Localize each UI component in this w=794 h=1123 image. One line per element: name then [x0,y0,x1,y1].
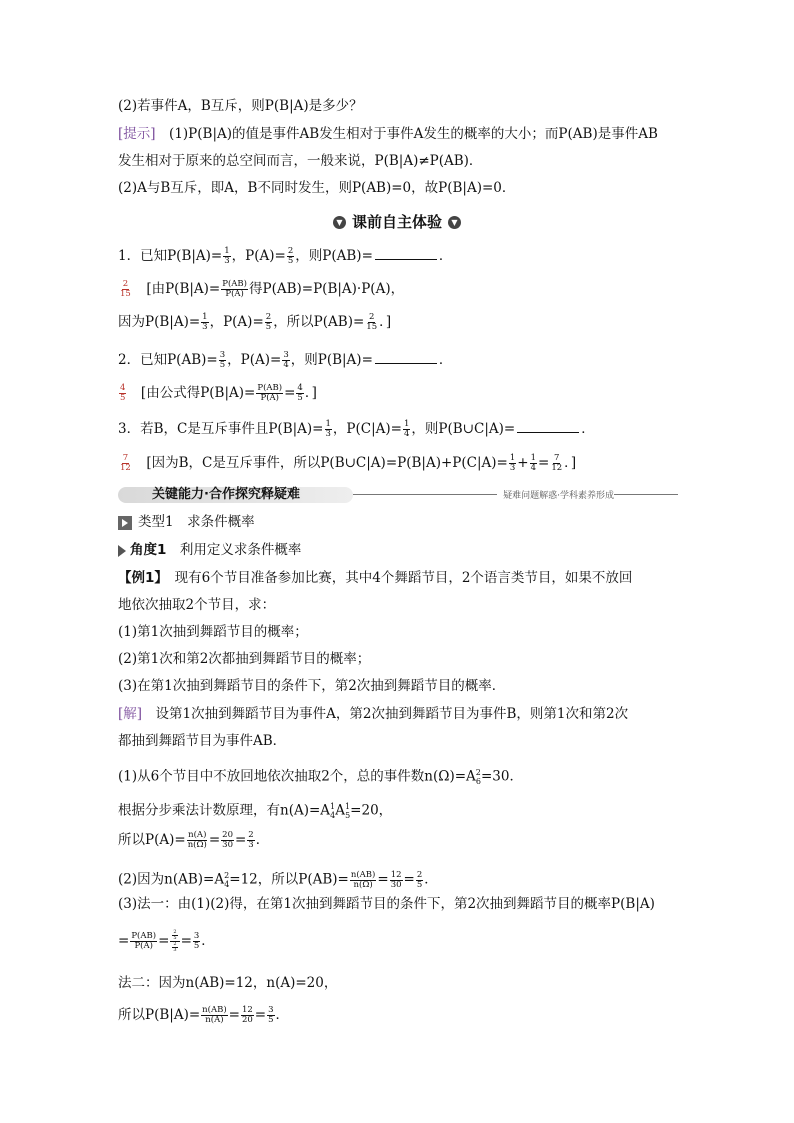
hint-line-3: (2)A与B互斥，即A，B不同时发生，则P(AB)=0，故P(B|A)=0． [118,180,516,196]
chevron-down-icon: ▼ [333,216,346,229]
example-line-1: 【例1】 现有6个节目准备参加比赛，其中4个舞蹈节目，2个语言类节目，如果不放回 [118,570,633,586]
solution-pa: 所以P(A)= $\frac{n(A)}{n(\Omega)}$ = $\frac{20}{30}$ = $\frac{2}{3}$ ． [118,830,270,850]
section-bar-subtitle: 疑难问题解惑·学科素养形成 [497,488,614,501]
fraction: $\frac{1}{3}$ [224,246,230,266]
solution-line-1: [解] 设第1次抽到舞蹈节目为事件A，第2次抽到舞蹈节目为事件B，则第1次和第2次 [118,706,629,722]
question-2: (2)若事件A，B互斥，则P(B|A)是多少？ [118,98,363,114]
solution-method-2: 法二：因为n(AB)=12，n(A)=20， [118,975,338,991]
chevron-down-icon: ▼ [448,216,461,229]
answer-blank [375,351,437,364]
play-icon [118,516,132,530]
answer-blank [375,247,437,260]
fraction: $\frac{2}{5}$ [287,246,294,266]
solution-method-2-result: 所以P(B|A)= $\frac{n(AB)}{n(A)}$ = $\frac{12}{20}$ = $\frac{3}{5}$ ． [118,1005,290,1025]
answer-blank [517,420,579,433]
example-line-2: 地依次抽取2个节目，求： [118,597,276,613]
solution-line-2: 都抽到舞蹈节目为事件AB． [118,733,287,749]
example-sub-3: (3)在第1次抽到舞蹈节目的条件下，第2次抽到舞蹈节目的概率． [118,678,506,694]
exercise-3-question: 3．若B，C是互斥事件且P(B|A)= $\frac{1}{3}$ ，P(C|A)= $\frac{1}{4}$ ，则P(B∪C|A)= ． [118,419,595,439]
hint-line-2: 发生相对于原来的总空间而言，一般来说，P(B|A)≠P(AB)． [118,153,483,169]
exercise-3-answer: $\frac{7}{12}$ [因为B，C是互斥事件，所以P(B∪C|A)=P(B|A)+P(C|A)= $\frac{1}{3}$ + $\frac{1}{4}$ = $\frac{7}{12}$ ．] [120,453,577,473]
answer-fraction: $\frac{7}{12}$ [120,453,131,473]
angle-heading: 角度1 利用定义求条件概率 [118,540,301,560]
exercise-1-answer-line-2: 因为P(B|A)= $\frac{1}{3}$ ，P(A)= $\frac{2}{5}$ ，所以P(AB)= $\frac{2}{15}$ ．] [118,312,392,332]
example-sub-2: (2)第1次和第2次都抽到舞蹈节目的概率； [118,651,371,667]
solution-label: [解] [118,706,143,722]
exercise-2-answer: $\frac{4}{5}$ [由公式得P(B|A)= $\frac{P(AB)}{P(A)}$ = $\frac{4}{5}$ ．] [120,383,317,403]
hint-label: [提示] [118,126,156,142]
example-label: 【例1】 [118,570,162,586]
solution-part-1: (1)从6个节目中不放回地依次抽取2个，总的事件数$n(\Omega)=A^2_6=30$． [118,768,523,787]
type-heading: 类型1 求条件概率 [118,512,255,532]
exercise-1-answer-line-1: $\frac{2}{15}$ [由P(B|A)= $\frac{P(AB)}{P(A)}$ 得P(AB)=P(B|A)·P(A)， [120,279,405,299]
triangle-icon [118,545,126,557]
example-sub-1: (1)第1次抽到舞蹈节目的概率； [118,624,308,640]
answer-fraction: $\frac{2}{15}$ [120,279,131,299]
hint-line-1: [提示] (1)P(B|A)的值是事件AB发生相对于事件A发生的概率的大小；而P(AB)是事件AB [118,126,658,142]
solution-part-3: (3)法一：由(1)(2)得，在第1次抽到舞蹈节目的条件下，第2次抽到舞蹈节目的概率P(B|A) [118,896,655,912]
section-title: ▼ 课前自主体验 ▼ [0,211,794,232]
section-bar [118,484,678,504]
exercise-1-question: 1．已知P(B|A)= $\frac{1}{3}$ ，P(A)= $\frac{2}{5}$ ，则P(AB)= ． [118,246,453,266]
fraction: $\frac{P(AB)}{P(A)}$ [222,279,247,299]
section-bar-title: 关键能力·合作探究释疑难 [152,487,300,502]
exercise-2-question: 2．已知P(AB)= $\frac{3}{5}$ ，P(A)= $\frac{3}{4}$ ，则P(B|A)= ． [118,350,453,370]
solution-part-2: (2)因为$n(AB)=A^2_4=12$，所以P(AB)= $\frac{n(AB)}{n(\Omega)}$ = $\frac{12}{30}$ = $\frac{2}{5}$ ． [118,869,438,890]
answer-fraction: $\frac{4}{5}$ [120,383,126,403]
solution-count: 根据分步乘法计数原理，有$n(A)=A^1_4A^1_5=20$， [118,802,393,821]
solution-pba: = $\frac{P(AB)}{P(A)}$ = $\frac{\frac{2}{5}}{\frac{2}{3}}$ = $\frac{3}{5}$ ． [118,929,215,953]
